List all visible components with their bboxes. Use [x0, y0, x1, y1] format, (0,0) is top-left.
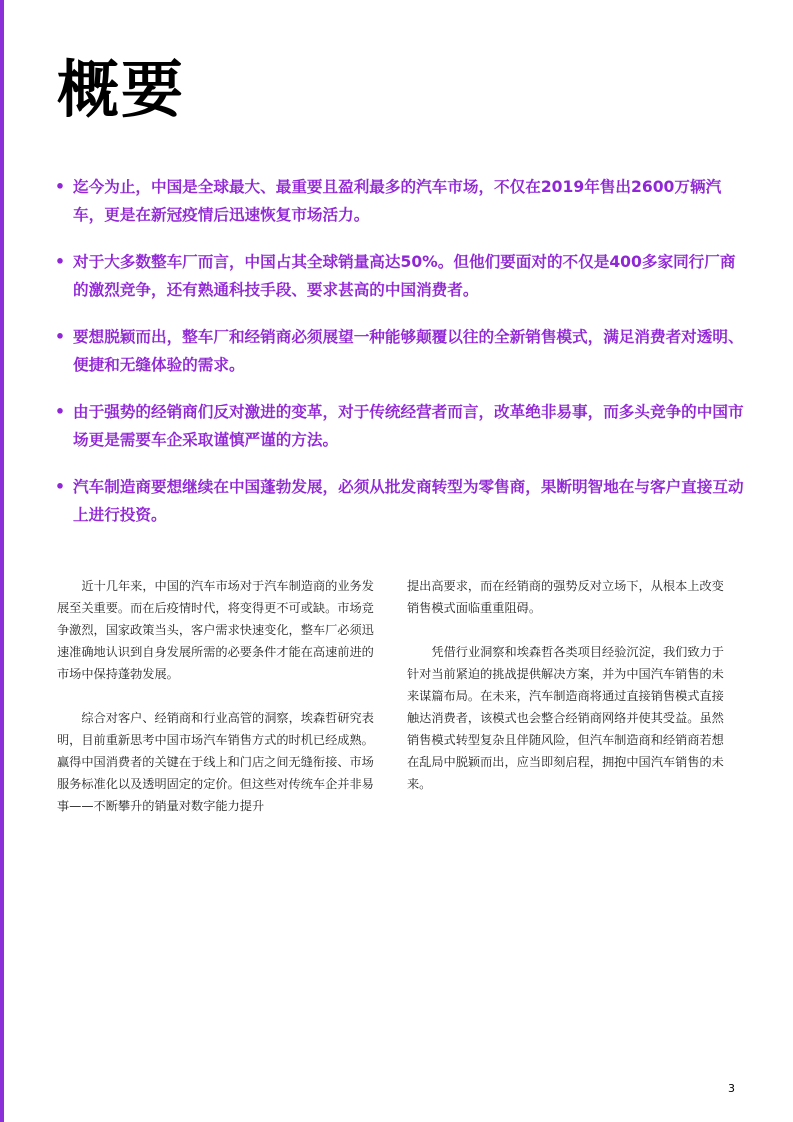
summary-bullet-list — [55, 173, 745, 548]
page-number: 3 — [728, 1082, 735, 1095]
summary-bullet — [55, 398, 745, 454]
summary-bullet — [55, 323, 745, 379]
body-paragraph: 近十几年来，中国的汽车市场对于汽车制造商的业务发展至关重要。而在后疫情时代，将变得更不可或缺。市场竞争激烈，国家政策当头，客户需求快速变化，整车厂必须迅速准确地认识到自身发展所需的必要条件才能在高速前进的市场中保持蓬勃发展。 — [57, 579, 374, 681]
bullet-dot-icon: • — [55, 478, 65, 496]
body-paragraph: 综合对客户、经销商和行业高管的洞察，埃森哲研究表明，目前重新思考中国市场汽车销售方式的时机已经成熟。赢得中国消费者的关键在于线上和门店之间无缝衔接、市场服务标准化以及透明固定的定价。但这些对传统车企并非易事——不断攀升的销量对数字能力提升 — [57, 711, 374, 813]
body-paragraph: 提出高要求，而在经销商的强势反对立场下，从根本上改变销售模式面临重重阻碍。 — [407, 579, 724, 615]
bullet-dot-icon: • — [55, 403, 65, 421]
body-paragraph: 凭借行业洞察和埃森哲各类项目经验沉淀，我们致力于针对当前紧迫的挑战提供解决方案，并为中国汽车销售的未来谋篇布局。在未来，汽车制造商将通过直接销售模式直接触达消费者，该模式也会整合经销商网络并使其受益。虽然销售模式转型复杂且伴随风险，但汽车制造商和经销商若想在乱局中脱颖而出，应当即刻启程，拥抱中国汽车销售的未来。 — [407, 645, 724, 791]
bullet-dot-icon: • — [55, 328, 65, 346]
bullet-dot-icon: • — [55, 253, 65, 271]
summary-bullet-text: 要想脱颖而出，整车厂和经销商必须展望一种能够颠覆以往的全新销售模式，满足消费者对透明、便捷和无缝体验的需求。 — [73, 328, 744, 374]
accent-bar — [0, 0, 4, 1122]
summary-bullet-text: 对于大多数整车厂而言，中国占其全球销量高达50%。但他们要面对的不仅是400多家同行厂商的激烈竞争，还有熟通科技手段、要求甚高的中国消费者。 — [73, 253, 736, 299]
summary-bullet-text: 汽车制造商要想继续在中国蓬勃发展，必须从批发商转型为零售商，果断明智地在与客户直接互动上进行投资。 — [73, 478, 744, 524]
summary-bullet-text: 迄今为止，中国是全球最大、最重要且盈利最多的汽车市场，不仅在2019年售出2600万辆汽车，更是在新冠疫情后迅速恢复市场活力。 — [73, 178, 722, 224]
body-column-right — [407, 575, 729, 817]
summary-bullet-text: 由于强势的经销商们反对激进的变革，对于传统经营者而言，改革绝非易事，而多头竞争的中国市场更是需要车企采取谨慎严谨的方法。 — [73, 403, 744, 449]
summary-bullet — [55, 473, 745, 529]
page-title: 概要 — [57, 53, 186, 126]
bullet-dot-icon: • — [55, 178, 65, 196]
summary-bullet — [55, 248, 745, 304]
summary-bullet — [55, 173, 745, 229]
body-column-left — [57, 575, 379, 839]
